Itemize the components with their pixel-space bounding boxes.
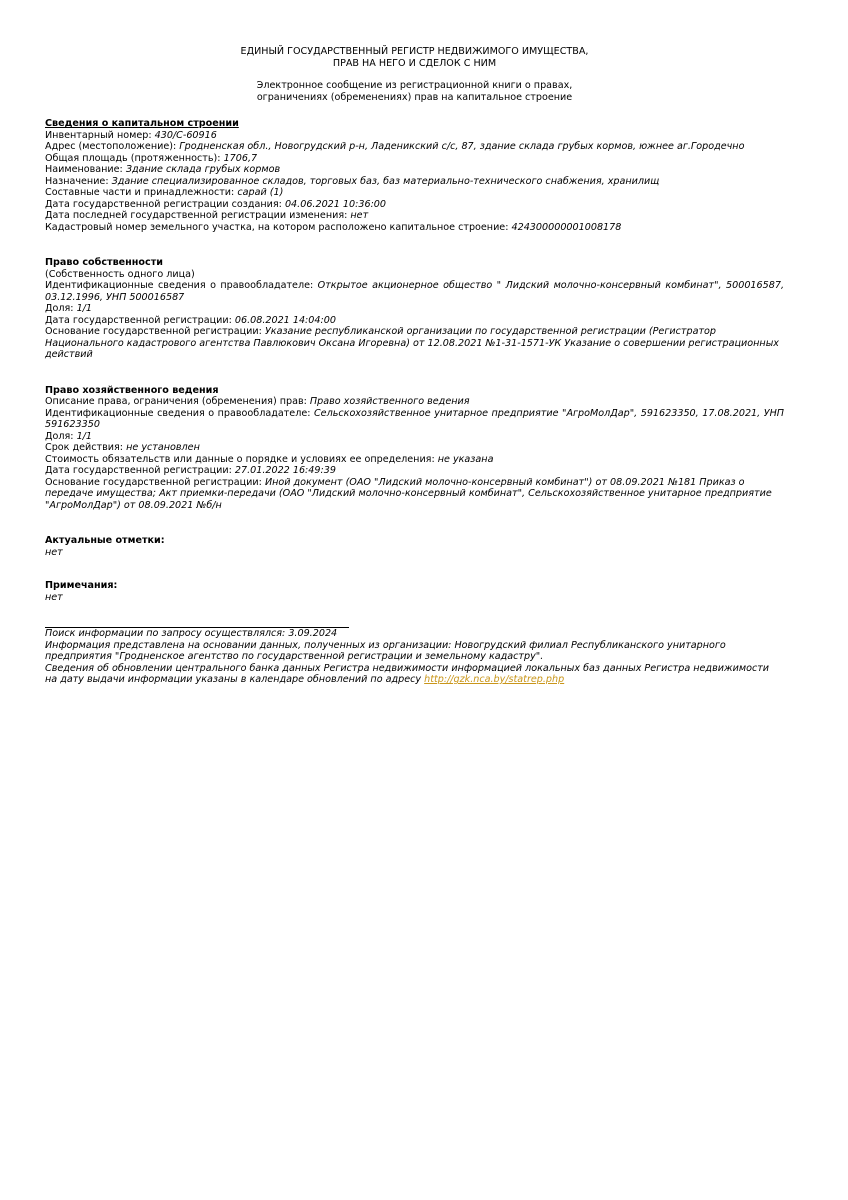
address-row bbox=[45, 141, 784, 153]
name-row bbox=[45, 164, 784, 176]
notes-section bbox=[45, 580, 784, 603]
address-value: Гродненская обл., Новогрудский р-н, Ладеникский с/с, 87, здание склада грубых кормов, южнее аг.Городечно bbox=[179, 141, 745, 152]
ownership-holder-row bbox=[45, 280, 784, 303]
cadastral-label: Кадастровый номер земельного участка, на котором расположено капитальное строение: bbox=[45, 221, 512, 233]
inventory-number-label: Инвентарный номер: bbox=[45, 129, 155, 141]
economic-term-row bbox=[45, 442, 784, 454]
inventory-number-value: 430/C-60916 bbox=[154, 129, 217, 141]
economic-reg-date-value: 27.01.2022 16:49:39 bbox=[234, 465, 336, 476]
economic-cost-value: не указана bbox=[437, 453, 494, 465]
cadastral-row bbox=[45, 222, 784, 234]
ownership-basis-row bbox=[45, 326, 784, 361]
ownership-share-value: 1/1 bbox=[76, 303, 93, 314]
economic-basis-label: Основание государственной регистрации: bbox=[45, 476, 265, 488]
marks-value: нет bbox=[45, 546, 63, 558]
marks-title: Актуальные отметки: bbox=[45, 535, 165, 546]
economic-basis-value: Иной документ (ОАО "Лидский молочно-консервный комбинат") от 08.09.2021 №181 Приказ о передаче имущества; Акт приемки-передачи (ОАО "Лидский молочно-консервный комбинат", Сельскохозяйственное унитарное предприятие "АгроМолДар") от 08.09.2021 №б/н bbox=[45, 476, 772, 511]
economic-share-row bbox=[45, 431, 784, 443]
ownership-share-row bbox=[45, 303, 784, 315]
economic-holder-row bbox=[45, 408, 784, 431]
ownership-section-title: Право собственности bbox=[45, 257, 163, 268]
parts-row bbox=[45, 187, 784, 199]
ownership-share-label: Доля: bbox=[45, 303, 77, 314]
notes-title: Примечания: bbox=[45, 580, 118, 591]
marks-section bbox=[45, 535, 784, 558]
purpose-row bbox=[45, 176, 784, 188]
ownership-holder-value: Открытое акционерное общество " Лидский молочно-консервный комбинат", 500016587, 03.12.1996, УНП 500016587 bbox=[45, 280, 784, 303]
creation-date-row bbox=[45, 199, 784, 211]
economic-section bbox=[45, 385, 784, 512]
footer-search-date: Поиск информации по запросу осуществлялся: 3.09.2024 bbox=[45, 628, 338, 639]
message-title-line-1: Электронное сообщение из регистрационной книги о правах, bbox=[256, 80, 573, 91]
ownership-section bbox=[45, 257, 784, 361]
economic-desc-label: Описание права, ограничения (обременения) прав: bbox=[45, 396, 310, 407]
ownership-holder-label: Идентификационные сведения о правообладателе: bbox=[45, 280, 318, 291]
economic-desc-value: Право хозяйственного ведения bbox=[309, 396, 470, 407]
address-label: Адрес (местоположение): bbox=[45, 141, 180, 152]
economic-reg-date-label: Дата государственной регистрации: bbox=[45, 465, 235, 476]
parts-label: Составные части и принадлежности: bbox=[45, 187, 238, 198]
footer-update-text: Сведения об обновлении центрального банка данных Регистра недвижимости информацией локальных баз данных Регистра недвижимости на дату выдачи информации указаны в календаре обновлений по адресу bbox=[45, 662, 770, 685]
change-date-value: нет bbox=[350, 210, 369, 221]
economic-holder-value: Сельскохозяйственное унитарное предприятие "АгроМолДар", 591623350, 17.08.2021, УНП 591623350 bbox=[45, 407, 784, 430]
area-label: Общая площадь (протяженность): bbox=[45, 152, 224, 164]
cadastral-value: 424300000001008178 bbox=[511, 221, 622, 233]
notes-value: нет bbox=[45, 591, 63, 603]
economic-reg-date-row bbox=[45, 465, 784, 477]
ownership-basis-value: Указание республиканской организации по государственной регистрации (Регистратор Национального кадастрового агентства Павлюкович Оксана Игоревна) от 12.08.2021 №1-31-1571-УК Указание о совершении регистрационных действий bbox=[45, 326, 779, 360]
economic-term-label: Срок действия: bbox=[45, 442, 127, 453]
footer bbox=[45, 628, 784, 686]
document-header bbox=[45, 46, 784, 103]
change-date-row bbox=[45, 210, 784, 222]
purpose-value: Здание специализированное складов, торговых баз, баз материально-технического снабжения, хранилищ bbox=[111, 175, 660, 187]
registry-title-line-1: ЕДИНЫЙ ГОСУДАРСТВЕННЫЙ РЕГИСТР НЕДВИЖИМОГО ИМУЩЕСТВА, bbox=[240, 46, 589, 57]
registry-title-line-2: ПРАВ НА НЕГО И СДЕЛОК С НИМ bbox=[332, 57, 497, 69]
area-row bbox=[45, 153, 784, 165]
economic-desc-row bbox=[45, 396, 784, 408]
creation-date-value: 04.06.2021 10:36:00 bbox=[284, 198, 387, 210]
ownership-reg-date-row bbox=[45, 315, 784, 327]
creation-date-label: Дата государственной регистрации создания: bbox=[45, 198, 285, 210]
building-section-title: Сведения о капитальном строении bbox=[45, 118, 239, 129]
message-title-line-2: ограничениях (обременениях) прав на капитальное строение bbox=[256, 91, 573, 103]
economic-share-label: Доля: bbox=[45, 430, 77, 442]
ownership-basis-label: Основание государственной регистрации: bbox=[45, 326, 265, 337]
name-value: Здание склада грубых кормов bbox=[125, 164, 281, 175]
building-section bbox=[45, 118, 784, 233]
economic-term-value: не установлен bbox=[126, 442, 200, 453]
ownership-subtitle: (Собственность одного лица) bbox=[45, 268, 195, 280]
economic-cost-row bbox=[45, 454, 784, 466]
purpose-label: Назначение: bbox=[45, 175, 112, 187]
ownership-reg-date-label: Дата государственной регистрации: bbox=[45, 314, 235, 326]
change-date-label: Дата последней государственной регистрации изменения: bbox=[45, 210, 351, 221]
economic-section-title: Право хозяйственного ведения bbox=[45, 384, 219, 396]
footer-update bbox=[45, 663, 784, 686]
economic-basis-row bbox=[45, 477, 784, 512]
economic-share-value: 1/1 bbox=[76, 430, 93, 442]
area-value: 1706,7 bbox=[223, 152, 258, 164]
name-label: Наименование: bbox=[45, 164, 126, 175]
statrep-link[interactable]: http://gzk.nca.by/statrep.php bbox=[424, 674, 565, 685]
economic-holder-label: Идентификационные сведения о правообладателе: bbox=[45, 407, 314, 419]
footer-source: Информация представлена на основании данных, полученных из организации: Новогрудский филиал Республиканского унитарного предприятия "Гродненское агентство по государственной регистрации и земельному кадастру". bbox=[45, 639, 726, 662]
ownership-reg-date-value: 06.08.2021 14:04:00 bbox=[234, 314, 336, 326]
parts-value: сарай (1) bbox=[237, 187, 284, 198]
inventory-number-row bbox=[45, 130, 784, 142]
economic-cost-label: Стоимость обязательств или данные о порядке и условиях ее определения: bbox=[45, 453, 438, 465]
